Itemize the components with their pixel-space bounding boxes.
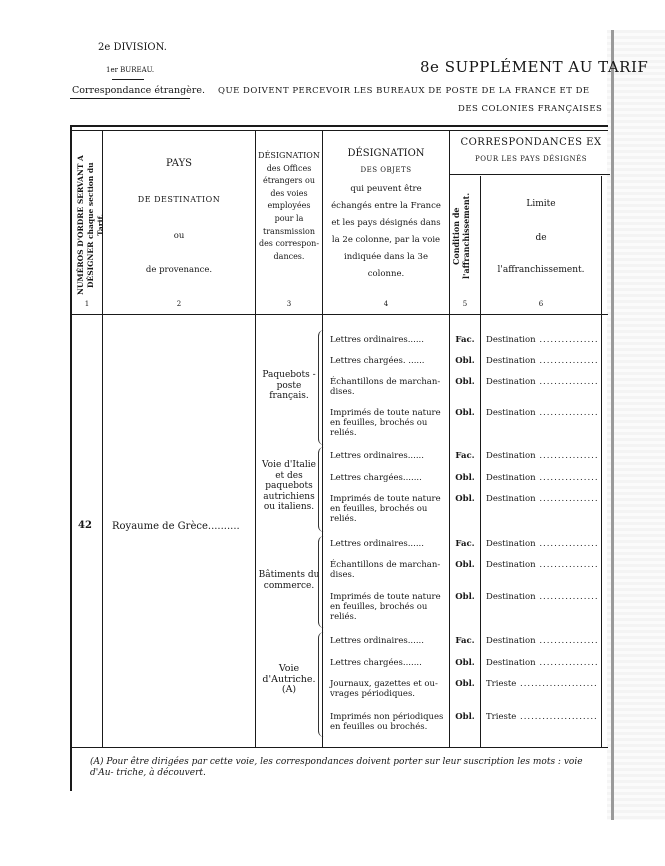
header-bottom-rule	[70, 314, 608, 315]
col4-header-body: qui peuvent être échangés entre la France et les pays désignés dans la 2e colonne, par la voie indiquée dans la 3e colonne.	[331, 184, 441, 279]
col6-header-de: de	[535, 233, 547, 243]
condition-cell: Obl.	[455, 560, 475, 570]
limit-cell: Trieste .....	[486, 679, 598, 689]
condition-cell: Obl.	[455, 712, 475, 722]
col-number-2: 2	[176, 300, 182, 308]
col1-header: NUMÉROS D'ORDRE SERVANT A DÉSIGNER chaque section du Tarif.	[76, 155, 105, 295]
object-row: Lettres ordinaires......	[330, 636, 424, 646]
brace-group-2	[318, 447, 325, 532]
limit-cell: Destination .....	[486, 592, 598, 602]
condition-cell: Obl.	[455, 592, 475, 602]
group-header-title: CORRESPONDANCES EX	[460, 137, 602, 148]
limit-cell: Destination .....	[486, 560, 598, 570]
col-sep-5	[480, 176, 481, 747]
table-left-rule	[70, 125, 72, 791]
col-number-3: 3	[286, 300, 292, 308]
condition-cell: Fac.	[455, 335, 475, 345]
document-subtitle-1: QUE DOIVENT PERCEVOIR LES BUREAUX DE POSTE DE LA FRANCE ET DE	[218, 86, 590, 96]
correspondance-underline	[70, 98, 190, 99]
condition-cell: Fac.	[455, 451, 475, 461]
col2-header-pays: PAYS	[165, 158, 193, 169]
office-paquebots-francais: Paquebots - poste français.	[262, 370, 316, 401]
object-row: Journaux, gazettes et ou- vrages périodiques.	[330, 679, 438, 699]
col-sep-6	[601, 176, 602, 747]
limit-cell: Destination .....	[486, 377, 598, 387]
condition-cell: Fac.	[455, 539, 475, 549]
office-batiments-commerce: Bâtiments du commerce.	[258, 570, 320, 591]
object-row: Lettres ordinaires......	[330, 335, 424, 345]
condition-cell: Obl.	[455, 356, 475, 366]
brace-group-4	[318, 632, 325, 737]
limit-cell: Destination .....	[486, 473, 598, 483]
limit-cell: Destination .....	[486, 335, 598, 345]
limit-cell: Destination .....	[486, 636, 598, 646]
col2-header-ou: ou	[173, 231, 185, 241]
object-row: Lettres chargées. ......	[330, 356, 425, 366]
limit-cell: Destination .....	[486, 539, 598, 549]
document-subtitle-2: DES COLONIES FRANÇAISES	[458, 104, 603, 114]
brace-group-1	[318, 330, 325, 445]
table-top-rule	[70, 125, 608, 127]
object-row: Échantillons de marchan- dises.	[330, 377, 441, 397]
office-voie-italie: Voie d'Italie et des paquebots autrichiens ou italiens.	[261, 460, 316, 512]
brace-group-3	[318, 536, 325, 628]
col3-header: DÉSIGNATION des Offices étrangers ou des voies employées pour la transmission des correspon- dances.	[258, 151, 320, 261]
col6-header-limite: Limite	[526, 199, 556, 209]
limit-cell: Trieste .....	[486, 712, 598, 722]
object-row: Imprimés de toute nature en feuilles, brochés ou reliés.	[330, 408, 441, 438]
correspondance-label: Correspondance étrangère.	[72, 85, 205, 96]
limit-cell: Destination .....	[486, 494, 598, 504]
col-number-4: 4	[383, 300, 389, 308]
group-header-sub: POUR LES PAYS DÉSIGNÉS	[474, 155, 587, 163]
entry-country: Royaume de Grèce..........	[112, 521, 240, 532]
footnote: (A) Pour être dirigées par cette voie, les correspondances doivent porter sur leur suscription les mots : voie d'Au- triche, à découvert.	[90, 757, 583, 778]
division-label: 2e DIVISION.	[98, 42, 167, 53]
col4-header-sub: DES OBJETS	[360, 166, 412, 174]
object-row: Lettres chargées.......	[330, 658, 422, 668]
document-title: 8e SUPPLÉMENT AU TARIF	[420, 58, 649, 76]
limit-cell: Destination .....	[486, 451, 598, 461]
condition-cell: Fac.	[455, 636, 475, 646]
object-row: Imprimés non périodiques en feuilles ou brochés.	[330, 712, 444, 732]
limit-cell: Destination .....	[486, 356, 598, 366]
limit-cell: Destination .....	[486, 658, 598, 668]
table-top-rule-thin	[70, 130, 608, 131]
object-row: Échantillons de marchan- dises.	[330, 560, 441, 580]
col-number-5: 5	[462, 300, 468, 308]
object-row: Lettres chargées.......	[330, 473, 422, 483]
col-sep-2	[255, 130, 256, 747]
condition-cell: Obl.	[455, 473, 475, 483]
object-row: Lettres ordinaires......	[330, 539, 424, 549]
office-voie-autriche: Voie d'Autriche. (A)	[262, 663, 316, 695]
limit-cell: Destination .....	[486, 408, 598, 418]
object-row: Imprimés de toute nature en feuilles, brochés ou reliés.	[330, 592, 441, 622]
object-row: Imprimés de toute nature en feuilles, brochés ou reliés.	[330, 494, 441, 524]
condition-cell: Obl.	[455, 494, 475, 504]
bureau-underline	[112, 79, 144, 80]
col2-header-destination: DE DESTINATION	[137, 195, 221, 204]
group-sub-rule	[450, 174, 610, 175]
col2-header-provenance: de provenance.	[145, 265, 213, 275]
table-bottom-rule	[70, 747, 608, 748]
col-number-1: 1	[84, 300, 90, 308]
col-sep-4	[449, 130, 450, 747]
scan-page-edge	[607, 30, 665, 820]
condition-cell: Obl.	[455, 377, 475, 387]
condition-cell: Obl.	[455, 408, 475, 418]
entry-number: 42	[78, 520, 92, 531]
col5-header: Condition de l'affranchissement.	[451, 192, 471, 280]
condition-cell: Obl.	[455, 679, 475, 689]
condition-cell: Obl.	[455, 658, 475, 668]
bureau-label: 1er BUREAU.	[106, 66, 155, 74]
col6-header-affranchissement: l'affranchissement.	[497, 265, 585, 275]
page-edge-line	[611, 30, 614, 820]
object-row: Lettres ordinaires......	[330, 451, 424, 461]
col4-header-title: DÉSIGNATION	[347, 148, 425, 159]
col-number-6: 6	[538, 300, 544, 308]
